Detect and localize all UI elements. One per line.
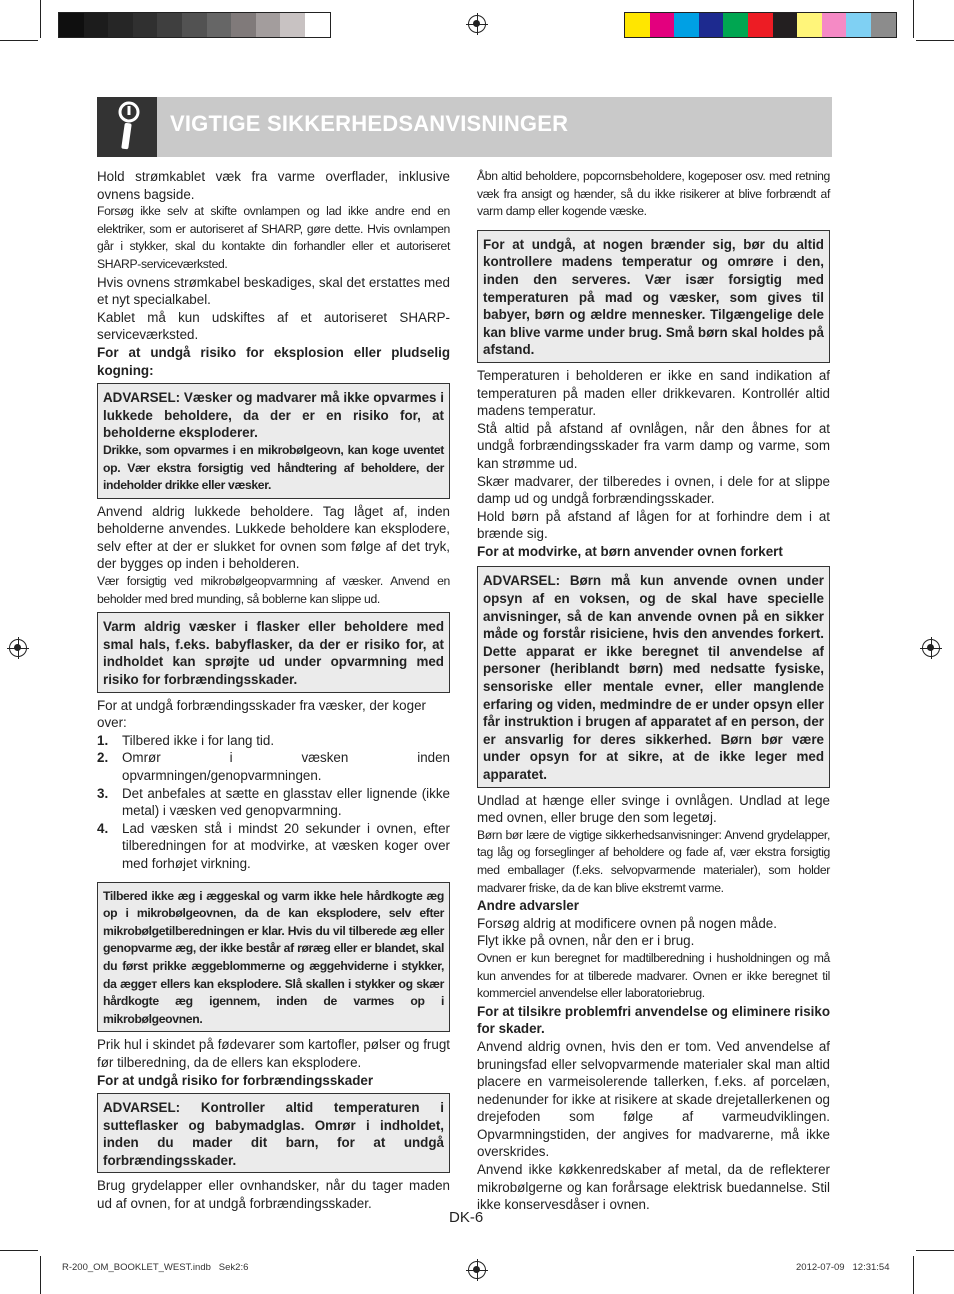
list-item: 3. Det anbefales at sætte en glasstav eller lignende (ikke metal) i væsken ved genopvarmning. (97, 785, 450, 819)
right-column (477, 168, 830, 1214)
paragraph: Skær madvarer, der tilberedes i ovnen, i dele for at slippe damp ud og undgå forbrændingsskader. (477, 473, 830, 507)
color-swatch (674, 13, 699, 37)
color-swatch (207, 13, 232, 37)
subheading: For at modvirke, at børn anvender ovnen forkert (477, 543, 783, 559)
paragraph: Forsøg ikke selv at skifte ovnlampen og lad ikke andre end en elektriker, som er autoriseret af SHARP, gøre dette. Hvis ovnlampen går i stykker, skal du kontakte din forhandler eller et autoriseret SHARP-serviceværksted. (97, 204, 450, 271)
footer-date: 2012-07-09 12:31:54 (796, 1262, 890, 1273)
paragraph: Børn bør lære de vigtige sikkerhedsanvisninger: Anvend grydelapper, tag låg og forseglinger af beholdere og fade af, vær ekstra forsigtig med emballager (f.eks. selvopvarmende materialer), som holder madvarer friske, da de kan blive ekstremt varme. (477, 827, 830, 895)
paragraph: Hold strømkablet væk fra varme overflader, inklusive ovnens bagside. (97, 169, 450, 202)
paragraph: Undlad at hænge eller svinge i ovnlågen. Undlad at lege med ovnen, eller bruge den som legetøj. (477, 792, 830, 826)
paragraph: Hvis ovnens strømkabel beskadiges, skal det erstattes med et nyt specialkabel. (97, 274, 450, 308)
paragraph: Åbn altid beholdere, popcornsbeholdere, kogeposer osv. med retning væk fra ansigt og hænder, så du ikke risikerer at blive forbrændt af varm damp eller kogende væske. (477, 169, 830, 219)
subheading: For at undgå risiko for forbrændingsskader (97, 1072, 374, 1088)
color-swatch (133, 13, 158, 37)
warning-text: For at undgå, at nogen brænder sig, bør du altid kontrollere madens temperatur og omrøre i den, inden den serveres. Vær især forsigtig med temperaturen på mad og væsker, som gives til babyer, børn og ældre mennesker. Tilgængelige dele kan blive varme under brug. Små børn skal holdes på afstand. (483, 236, 824, 358)
warning-box (477, 566, 830, 787)
paragraph: Flyt ikke på ovnen, når den er i brug. (477, 933, 695, 949)
warning-box (97, 882, 450, 1033)
paragraph: Anvend aldrig ovnen, hvis den er tom. Ved anvendelse af bruningsfad eller selvopvarmende materialer skal man altid placere en varmeisolerende tallerken, f.eks. af porcelæn, nedenunder for ikke at risikere at skade drejetallerkenen og drejefoden som følge af varmeudviklingen. Opvarmningstiden, der angives for madvarerne, må ikke overskrides. (477, 1038, 830, 1160)
warning-text: Varm aldrig væsker i flasker eller beholdere med smal hals, f.eks. babyflasker, da der er risiko for, at indholdet kan sprøjte ud under opvarmning med risiko for forbrændingsskader. (103, 619, 444, 688)
warning-text: Drikke, som opvarmes i en mikrobølgeovn, kan koge uventet op. Vær ekstra forsigtig ved håndtering af beholdere, der indeholder drikke eller væsker. (103, 442, 444, 493)
warning-box (97, 383, 450, 499)
list-item: 4. Lad væsken stå i mindst 20 sekunder i ovnen, efter tilberedningen for at modvirke, at væsken koger over med forhøjet virkning. (97, 820, 450, 871)
color-swatch (256, 13, 281, 37)
list-item: 2. Omrør i væsken inden opvarmningen/genopvarmningen. (97, 750, 450, 783)
color-swatch (59, 13, 84, 37)
color-swatch (846, 13, 871, 37)
registration-mark-icon (9, 639, 27, 657)
page-number: DK-6 (449, 1209, 484, 1226)
color-swatch (280, 13, 305, 37)
color-swatch (822, 13, 847, 37)
paragraph: For at undgå forbrændingsskader fra væsker, der koger over: (97, 697, 426, 731)
subheading: For at undgå risiko for eksplosion eller pludselig kogning: (97, 344, 450, 378)
color-swatch (650, 13, 675, 37)
color-swatch (305, 13, 330, 37)
color-swatch (108, 13, 133, 37)
crop-mark (913, 0, 914, 38)
color-swatch (625, 13, 650, 37)
color-swatch (182, 13, 207, 37)
paragraph: Kablet må kun udskiftes af et autoriseret SHARP-serviceværksted. (97, 309, 450, 343)
paragraph: Hold børn på afstand af lågen for at forhindre dem i at brænde sig. (477, 508, 830, 542)
color-swatch (871, 13, 896, 37)
color-swatch (773, 13, 798, 37)
subheading: For at tilsikre problemfri anvendelse og eliminere risiko for skader. (477, 1003, 830, 1037)
color-swatch (797, 13, 822, 37)
crop-mark (0, 40, 38, 41)
warning-box (97, 1093, 450, 1173)
color-calibration-bar (624, 12, 897, 38)
color-swatch (699, 13, 724, 37)
page-title: VIGTIGE SIKKERHEDSANVISNINGER (170, 111, 569, 136)
crop-mark (0, 1250, 38, 1251)
paragraph: Brug grydelapper eller ovnhandsker, når du tager maden ud af ovnen, for at undgå forbrændingsskader. (97, 1178, 450, 1212)
paragraph: Anvend ikke køkkenredskaber af metal, da de reflekterer mikrobølgerne og kan forårsage elektrisk buedannelse. Stil ikke konservesdåser i ovnen. (477, 1162, 830, 1213)
registration-mark-icon (468, 15, 486, 33)
info-tool-icon (97, 97, 157, 157)
registration-mark-icon (922, 639, 940, 657)
color-swatch (157, 13, 182, 37)
list-item: 1. Tilbered ikke i for lang tid. (97, 732, 275, 748)
crop-mark (40, 0, 41, 38)
crop-mark (916, 1250, 954, 1251)
paragraph: Forsøg aldrig at modificere ovnen på nogen måde. (477, 915, 777, 931)
warning-box (97, 612, 450, 692)
registration-mark-icon (468, 1261, 486, 1279)
color-swatch (723, 13, 748, 37)
warning-text: ADVARSEL: Kontroller altid temperaturen i sutteflasker og babymadglas. Omrør i indholdet, inden du mader dit barn, for at undgå forbrændingsskader. (103, 1100, 444, 1168)
grayscale-calibration-bar (58, 12, 331, 38)
paragraph: Ovnen er kun beregnet for madtilberedning i husholdningen og må kun anvendes for at tilberede madvarer. Ovnen er ikke beregnet til kommerciel anvendelse eller laboratoriebrug. (477, 950, 830, 1001)
color-swatch (231, 13, 256, 37)
paragraph: Temperaturen i beholderen er ikke en sand indikation af temperaturen på maden eller drikkevaren. Kontrollér altid madens temperatur. (477, 367, 830, 419)
warning-text: ADVARSEL: Væsker og madvarer må ikke opvarmes i lukkede beholdere, da der er en risiko for, at beholderne eksploderer. (103, 390, 444, 441)
paragraph: Stå altid på afstand af ovnlågen, når den åbnes for at undgå forbrændingsskader fra varm damp og varme, som kan strømme ud. (477, 420, 830, 471)
color-swatch (84, 13, 109, 37)
paragraph: Prik hul i skindet på fødevarer som kartofler, pølser og frugt før tilberedning, da de ellers kan eksplodere. (97, 1037, 450, 1070)
footer-file-info: R-200_OM_BOOKLET_WEST.indb Sek2:6 (62, 1262, 249, 1273)
warning-box (477, 230, 830, 363)
section-header (97, 97, 832, 157)
subheading: Andre advarsler (477, 898, 579, 914)
paragraph: Vær forsigtig ved mikrobølgeopvarmning af væsker. Anvend en beholder med bred munding, så boblerne kan slippe ud. (97, 574, 450, 606)
left-column (97, 168, 450, 1213)
paragraph: Anvend aldrig lukkede beholdere. Tag låget af, inden beholderne anvendes. Lukkede beholdere kan eksplodere, selv efter at der er slukket for ovnen som følge af det tryk, der bygges op inden i beholderen. (97, 503, 450, 572)
crop-mark (40, 1256, 41, 1294)
crop-mark (913, 1256, 914, 1294)
color-swatch (748, 13, 773, 37)
warning-text: ADVARSEL: Børn må kun anvende ovnen under opsyn af en voksen, og de skal have specielle anvisninger, så de kan anvende ovnen på en sikker måde og forstår risiciene, hvis den anvendes forkert. Dette apparat er ikke beregnet til anvendelse af personer (heriblandt børn) med nedsatte fysiske, sensoriske eller mentale evner, eller manglende erfaring og viden, medmindre de er under opsyn eller får instruktion i brugen af apparatet af en person, der er ansvarlig for deres sikkerhed. Børn bør være under opsyn for at sikre, at de ikke leger med apparatet. (483, 573, 824, 782)
numbered-list (97, 732, 450, 873)
crop-mark (916, 40, 954, 41)
warning-text: Tilbered ikke æg i æggeskal og varm ikke hele hårdkogte æg op i mikrobølgeovnen, da de kan eksplodere, selv efter mikrobølgetilberedningen er klar. Hvis du vil tilberede æg eller genopvarme æg, der ikke består af røræg eller er blandet, skal du først prikke æggeblommerne og æggehviderne i stykker, da æggeт ellers kan eksplodere. Slå skallen i stykker og skær hårdkogte æg igennem, inden de varmes op i mikrobølgeovnen. (103, 888, 444, 1026)
